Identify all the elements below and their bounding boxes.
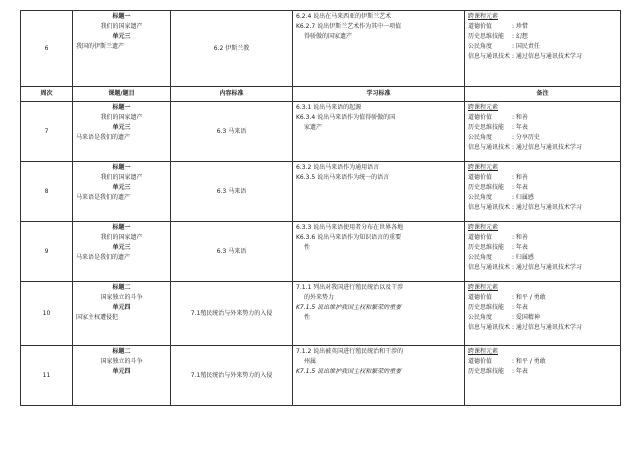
- table-row: [21, 102, 621, 162]
- learning-standard-line: 家遗产: [304, 124, 323, 131]
- notes-key: 道德价值: [468, 174, 493, 181]
- notes-title: 跨课程元素: [468, 224, 499, 231]
- notes-item: [468, 173, 617, 183]
- theme-cell: [73, 346, 171, 406]
- notes-value: : 和善: [512, 234, 528, 241]
- theme-text: 马来语是我们的遗产: [76, 194, 131, 201]
- notes-key: 信息与通讯技术: [468, 204, 511, 211]
- learning-standard-line: 7.1.2 说出被英国进行殖民统治和干涉的: [296, 348, 404, 355]
- learning-standard-line: 6.3.1 说出马来语的起源: [296, 104, 362, 111]
- notes-cell: [465, 102, 621, 162]
- notes-item: [468, 143, 617, 153]
- theme-text: 马来语是我们的遗产: [76, 134, 131, 141]
- header-row: [21, 87, 621, 102]
- notes-key: 历史思维技能: [468, 244, 505, 251]
- notes-item: [468, 233, 617, 243]
- header-theme: 课题/题目: [73, 87, 171, 102]
- lesson-plan-table: [20, 10, 621, 406]
- notes-title: 跨课程元素: [468, 348, 499, 355]
- notes-title: 跨课程元素: [468, 104, 499, 111]
- learning-standard-line: 6.3.3 说出马来语使用者分布在世界各地: [296, 224, 404, 231]
- learning-standard-line: 6.3.2 说出马来语作为通用语言: [296, 164, 380, 171]
- learning-standard-line: 性: [304, 244, 311, 251]
- notes-title: 跨课程元素: [468, 13, 499, 20]
- week-cell: 11: [21, 346, 73, 406]
- notes-key: 信息与通讯技术: [468, 264, 511, 271]
- content-standard-cell: 7.1殖民统治与外来势力的入侵: [171, 346, 293, 406]
- learning-standard-cell: [293, 222, 465, 282]
- header-notes: 备注: [465, 87, 621, 102]
- content-standard-cell: 7.1殖民统治与外来势力的入侵: [171, 282, 293, 346]
- notes-value: : 通过信息与通讯技术学习: [512, 53, 582, 60]
- notes-key: 道德价值: [468, 294, 493, 301]
- theme-heading: 单元四: [112, 368, 131, 375]
- theme-heading: 单元三: [112, 33, 131, 40]
- learning-standard-line: K7.1.5 说出维护我国主权和繁荣的重要: [296, 368, 402, 375]
- notes-value: : 归属感: [512, 194, 534, 201]
- notes-item: [468, 52, 617, 62]
- learning-standard-line: K7.1.5 说出维护我国主权和繁荣的重要: [296, 304, 402, 311]
- theme-text: 我们的国家遗产: [100, 114, 143, 121]
- learning-standard-line: K6.3.4 说出马来语作为值得骄傲的国: [296, 114, 396, 121]
- notes-item: [468, 183, 617, 193]
- notes-key: 道德价值: [468, 234, 493, 241]
- notes-value: : 和善: [512, 114, 528, 121]
- week-cell: 10: [21, 282, 73, 346]
- notes-value: : 年表: [512, 124, 528, 131]
- theme-cell: [73, 162, 171, 222]
- notes-value: : 年表: [512, 368, 528, 375]
- theme-text: 国家独立的斗争: [100, 358, 143, 365]
- notes-item: [468, 253, 617, 263]
- notes-value: : 幻想: [512, 33, 528, 40]
- theme-text: 国家独立的斗争: [100, 294, 143, 301]
- content-standard-cell: 6.3 马来语: [171, 222, 293, 282]
- table-row: [21, 11, 621, 87]
- theme-heading: 单元三: [112, 184, 131, 191]
- notes-item: [468, 113, 617, 123]
- header-learning: 学习标准: [293, 87, 465, 102]
- learning-standard-line: K6.3.6 说出马来语作为知识语言的重要: [296, 234, 402, 241]
- theme-cell: [73, 102, 171, 162]
- notes-value: : 分享历史: [512, 134, 540, 141]
- theme-cell: [73, 282, 171, 346]
- learning-standard-cell: [293, 11, 465, 87]
- notes-item: [468, 123, 617, 133]
- theme-heading: 单元三: [112, 124, 131, 131]
- learning-standard-line: 7.1.1 列出对我国进行殖民统治以及干涉: [296, 284, 404, 291]
- notes-key: 公民角度: [468, 314, 493, 321]
- notes-value: : 年表: [512, 304, 528, 311]
- notes-value: : 和善: [512, 174, 528, 181]
- learning-standard-cell: [293, 162, 465, 222]
- notes-item: [468, 203, 617, 213]
- learning-standard-line: K6.2.7 说出伊斯兰艺术作为其中一项值: [296, 23, 402, 30]
- theme-text: 国家主权遭侵犯: [76, 314, 119, 321]
- week-cell: 8: [21, 162, 73, 222]
- learning-standard-line: 6.2.4 说出在马来西亚的伊斯兰艺术: [296, 13, 392, 20]
- theme-text: 我们的国家遗产: [100, 234, 143, 241]
- notes-item: [468, 32, 617, 42]
- notes-key: 历史思维技能: [468, 33, 505, 40]
- theme-text: 我们的国家遗产: [100, 174, 143, 181]
- header-content: 内容标准: [171, 87, 293, 102]
- table-row: [21, 162, 621, 222]
- table-row: [21, 222, 621, 282]
- notes-value: : 和平 / 勇敢: [512, 358, 546, 365]
- notes-value: : 通过信息与通讯技术学习: [512, 264, 582, 271]
- notes-value: : 年表: [512, 184, 528, 191]
- notes-cell: [465, 162, 621, 222]
- notes-key: 信息与通讯技术: [468, 324, 511, 331]
- learning-standard-line: 得骄傲的国家遗产: [304, 33, 353, 40]
- theme-cell: [73, 11, 171, 87]
- notes-key: 历史思维技能: [468, 184, 505, 191]
- theme-heading: 标题一: [112, 104, 131, 111]
- notes-item: [468, 133, 617, 143]
- notes-key: 历史思维技能: [468, 124, 505, 131]
- notes-title: 跨课程元素: [468, 284, 499, 291]
- theme-heading: 标题二: [112, 348, 131, 355]
- notes-item: [468, 263, 617, 273]
- notes-key: 历史思维技能: [468, 368, 505, 375]
- content-standard-cell: 6.2 伊斯兰教: [171, 11, 293, 87]
- theme-heading: 标题二: [112, 284, 131, 291]
- week-cell: 9: [21, 222, 73, 282]
- learning-standard-line: K6.3.5 说出马来语作为统一的语言: [296, 174, 390, 181]
- notes-item: [468, 357, 617, 367]
- theme-heading: 标题一: [112, 224, 131, 231]
- notes-value: : 归属感: [512, 254, 534, 261]
- notes-item: [468, 323, 617, 333]
- learning-standard-cell: [293, 102, 465, 162]
- learning-standard-line: 的外来势力: [304, 294, 335, 301]
- notes-item: [468, 293, 617, 303]
- theme-text: 马来语是我们的遗产: [76, 254, 131, 261]
- learning-standard-cell: [293, 346, 465, 406]
- notes-value: : 国民责任: [512, 43, 540, 50]
- notes-key: 道德价值: [468, 114, 493, 121]
- notes-value: : 通过信息与通讯技术学习: [512, 324, 582, 331]
- theme-text: 我们的国家遗产: [100, 23, 143, 30]
- notes-value: : 通过信息与通讯技术学习: [512, 204, 582, 211]
- notes-item: [468, 22, 617, 32]
- notes-key: 历史思维技能: [468, 304, 505, 311]
- learning-standard-cell: [293, 282, 465, 346]
- notes-cell: [465, 282, 621, 346]
- notes-key: 公民角度: [468, 134, 493, 141]
- notes-cell: [465, 346, 621, 406]
- notes-item: [468, 193, 617, 203]
- theme-heading: 标题一: [112, 13, 131, 20]
- notes-key: 信息与通讯技术: [468, 144, 511, 151]
- theme-heading: 标题一: [112, 164, 131, 171]
- notes-value: : 年表: [512, 244, 528, 251]
- notes-value: : 通过信息与通讯技术学习: [512, 144, 582, 151]
- notes-cell: [465, 11, 621, 87]
- notes-key: 公民角度: [468, 254, 493, 261]
- content-standard-cell: 6.3 马来语: [171, 102, 293, 162]
- notes-item: [468, 303, 617, 313]
- table-row: [21, 282, 621, 346]
- notes-key: 道德价值: [468, 23, 493, 30]
- notes-item: [468, 313, 617, 323]
- notes-key: 道德价值: [468, 358, 493, 365]
- theme-heading: 单元三: [112, 244, 131, 251]
- week-cell: 7: [21, 102, 73, 162]
- table-body: [21, 11, 621, 406]
- content-standard-cell: 6.3 马来语: [171, 162, 293, 222]
- theme-cell: [73, 222, 171, 282]
- week-cell: 6: [21, 11, 73, 87]
- notes-item: [468, 243, 617, 253]
- notes-title: 跨课程元素: [468, 164, 499, 171]
- notes-value: : 和平 / 勇敢: [512, 294, 546, 301]
- header-week: 周次: [21, 87, 73, 102]
- learning-standard-line: 州属: [304, 358, 317, 365]
- learning-standard-line: 性: [304, 314, 311, 321]
- notes-value: : 珍惜: [512, 23, 528, 30]
- notes-item: [468, 42, 617, 52]
- notes-key: 公民角度: [468, 194, 493, 201]
- notes-cell: [465, 222, 621, 282]
- notes-item: [468, 367, 617, 377]
- theme-text: 我国的伊斯兰遗产: [76, 43, 125, 50]
- theme-heading: 单元四: [112, 304, 131, 311]
- notes-key: 公民角度: [468, 43, 493, 50]
- notes-key: 信息与通讯技术: [468, 53, 511, 60]
- notes-value: : 爱国精神: [512, 314, 540, 321]
- table-row: [21, 346, 621, 406]
